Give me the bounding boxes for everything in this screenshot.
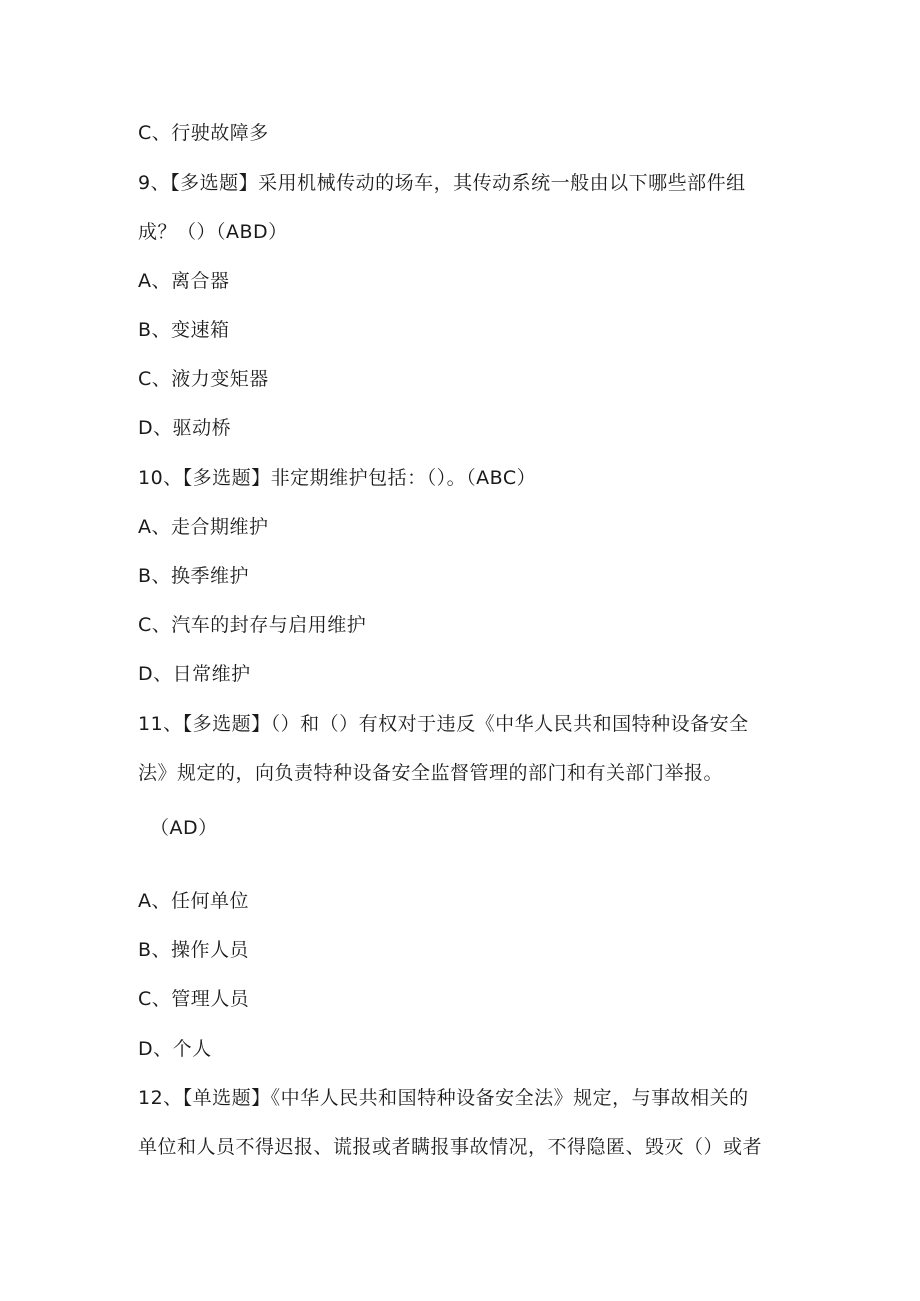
q9-question-line1: 9、【多选题】采用机械传动的场车，其传动系统一般由以下哪些部件组 [138, 172, 746, 194]
q11-option-b: B、操作人员 [138, 939, 250, 961]
q9-option-b: B、变速箱 [138, 319, 230, 341]
q11-option-a: A、任何单位 [138, 890, 249, 912]
q12-question-line2: 单位和人员不得迟报、谎报或者瞒报事故情况，不得隐匿、毁灭（）或者 [138, 1136, 763, 1158]
q9-option-c: C、液力变矩器 [138, 368, 269, 390]
q9-option-d: D、驱动桥 [138, 417, 232, 439]
q10-option-c: C、汽车的封存与启用维护 [138, 614, 367, 636]
q10-option-b: B、换季维护 [138, 565, 250, 587]
q11-question-line1: 11、【多选题】（）和（）有权对于违反《中华人民共和国特种设备安全 [138, 713, 749, 735]
q8-option-c: C、行驶故障多 [138, 122, 269, 144]
q10-option-d: D、日常维护 [138, 663, 251, 685]
q11-option-c: C、管理人员 [138, 988, 250, 1010]
q9-option-a: A、离合器 [138, 270, 230, 292]
q9-question-line2: 成？（）（ABD） [138, 221, 288, 243]
q10-option-a: A、走合期维护 [138, 516, 269, 538]
q12-question-line1: 12、【单选题】《中华人民共和国特种设备安全法》规定，与事故相关的 [138, 1087, 749, 1109]
q11-option-d: D、个人 [138, 1038, 212, 1060]
q10-question: 10、【多选题】非定期维护包括：（）。（ABC） [138, 467, 537, 489]
q11-question-line2: 法》规定的，向负责特种设备安全监督管理的部门和有关部门举报。 [138, 762, 724, 784]
q11-answer: （AD） [150, 817, 218, 839]
